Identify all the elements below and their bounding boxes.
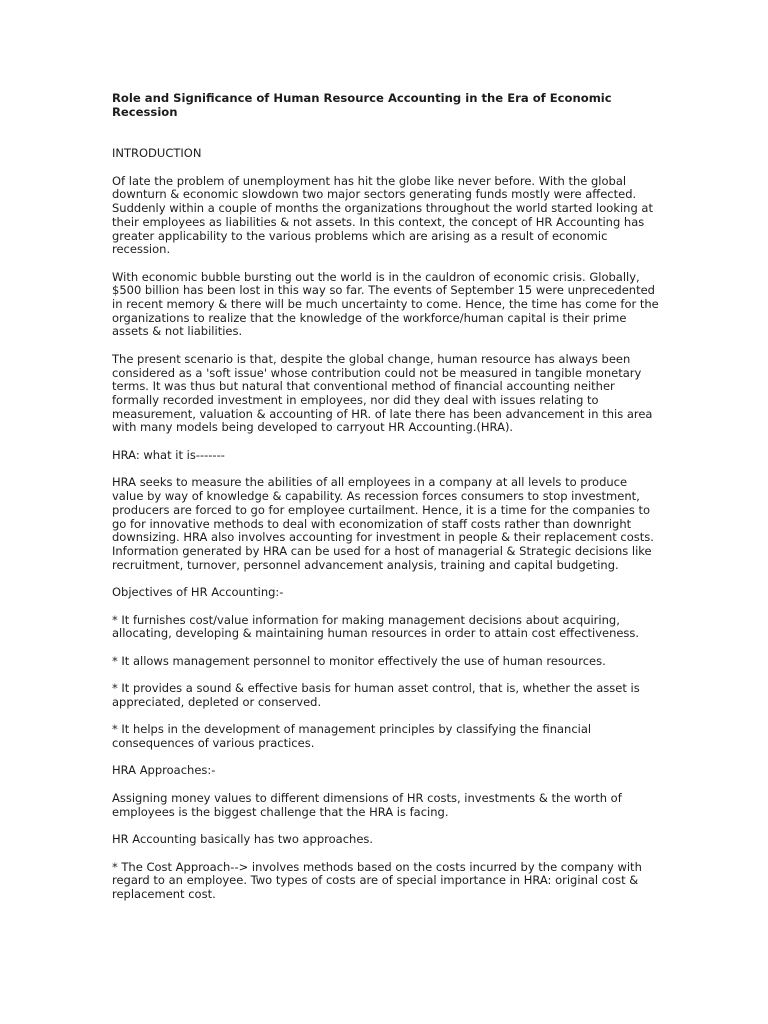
paragraph: HR Accounting basically has two approaches. (112, 832, 374, 847)
section-heading-objectives: Objectives of HR Accounting:- (112, 585, 284, 600)
paragraph: With economic bubble bursting out the world is in the cauldron of economic crisis. Globally, $500 billion has been lost in this way so far. The events of September 15 were unprecedented in recent memory & there will be much uncertainty to come. Hence, the time has come for the organizations to realize that the knowledge of the workforce/human capital is their prime assets & not liabilities. (112, 269, 659, 339)
section-heading-introduction: INTRODUCTION (112, 146, 202, 160)
document-page (112, 91, 660, 915)
paragraph: Of late the problem of unemployment has hit the globe like never before. With the global downturn & economic slowdown two major sectors generating funds mostly were affected. Suddenly within a couple of months the organizations throughout the world started looking at their employees as liabilities & not assets. In this context, the concept of HR Accounting has greater applicability to the various problems which are arising as a result of economic recession. (112, 173, 653, 257)
paragraph: HRA seeks to measure the abilities of all employees in a company at all levels to produce value by way of knowledge & capability. As recession forces consumers to stop investment, producers are forced to go for employee curtailment. Hence, it is a time for the companies to go for innovative methods to deal with economization of staff costs rather than downright downsizing. HRA also involves accounting for investment in people & their replacement costs. Information generated by HRA can be used for a host of managerial & Strategic decisions like recruitment, turnover, personnel advancement analysis, training and capital budgeting. (112, 475, 654, 572)
section-heading-approaches: HRA Approaches:- (112, 763, 216, 778)
section-heading-hra-what-it-is: HRA: what it is------- (112, 447, 225, 462)
bullet-paragraph: * It allows management personnel to monitor effectively the use of human resources. (112, 653, 606, 668)
paragraph: Assigning money values to different dimensions of HR costs, investments & the worth of employees is the biggest challenge that the HRA is facing. (112, 791, 622, 819)
paragraph: The present scenario is that, despite the global change, human resource has always been considered as a 'soft issue' whose contribution could not be measured in tangible monetary terms. It was thus but natural that conventional method of financial accounting neither formally recorded investment in employees, nor did they deal with issues relating to measurement, valuation & accounting of HR. of late there has been advancement in this area with many models being developed to carryout HR Accounting.(HRA). (112, 351, 653, 435)
bullet-paragraph: * The Cost Approach--> involves methods based on the costs incurred by the company with regard to an employee. Two types of costs are of special importance in HRA: original cost & replacement cost. (112, 859, 642, 901)
bullet-paragraph: * It furnishes cost/value information for making management decisions about acquiring, allocating, developing & maintaining human resources in order to attain cost effectiveness. (112, 612, 640, 641)
bullet-paragraph: * It helps in the development of management principles by classifying the financial consequences of various practices. (112, 722, 592, 751)
bullet-paragraph: * It provides a sound & effective basis for human asset control, that is, whether the asset is appreciated, depleted or conserved. (112, 681, 640, 709)
document-title: Role and Significance of Human Resource Accounting in the Era of Economic Recession (112, 91, 612, 119)
